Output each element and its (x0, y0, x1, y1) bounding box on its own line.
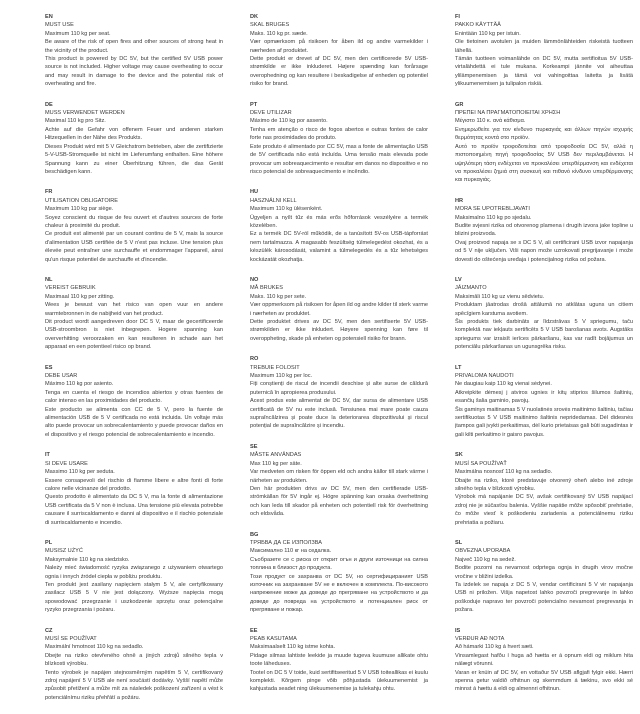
language-code: LV (455, 276, 462, 283)
section-title: PEAB KASUTAMA (250, 636, 297, 642)
language-section (45, 364, 223, 440)
section-paragraph: Tenga en cuenta el riesgo de incendios abiertos y otras fuentes de calor intenso en las proximidades del producto. (45, 389, 223, 405)
language-code: ES (45, 364, 53, 371)
section-paragraph: Αυτό το προϊόν τροφοδοτείται από τροφοδοσία DC 5V, αλλά η πιστοποιημένη πηγή τροφοδοσίας 5V USB δεν περιλαμβάνεται. Η υψηλότερη τάση ενδέχεται να προκαλέσει υπερθέρμανση και ενδέχεται να προκαλέσει ζημιά στη συσκευή και πιθανό κίνδυνο υπερθέρμανσης και πυρκαγιάς. (455, 143, 633, 184)
section-paragraph: Acest produs este alimentat de DC 5V, dar sursa de alimentare USB certificată de 5V nu este inclusă. Tensiunea mai mare poate cauza supraîncălzirea și poate duce la deteriorarea dispozitivului și riscul potențial de supraîncălzire și incendiu. (250, 398, 428, 430)
section-title: MÅSTE ANVÄNDAS (250, 452, 302, 459)
section-paragraph: Atkreipkite dėmesį į atviros ugnies ir kitų stiprios šilumos šaltinių, esančių šalia gaminio, pavojų. (455, 389, 633, 405)
section-body (45, 556, 223, 615)
section-body (455, 117, 633, 184)
section-paragraph: Var medveten om risken för öppen eld och andra källor till stark värme i närheten av produkten. (250, 469, 428, 484)
section-paragraph: Maksimalno 110 kg po sjedalu. (455, 214, 532, 221)
section-paragraph: Maximal 110 kg pro Sitz. (45, 118, 106, 125)
section-paragraph: Dieses Produkt wird mit 5 V Gleichstrom betrieben, aber die zertifizierte 5-V-USB-Stromquelle ist nicht im Lieferumfang enthalten. Eine höhere Spannung kann zu einer Überhitzung führen, die das Gerät beschädigen kann. (45, 143, 223, 175)
section-paragraph: Ovaj proizvod napaja se s DC 5 V, ali certificirani USB izvor napajanja od 5 V nije uključen. Viši napon može uzrokovati pregrijavanje i može dovesti do oštećenja uređaja i potencijalnog rizika od požara. (455, 239, 633, 263)
section-paragraph: Fiți conștienți de riscul de incendii deschise și alte surse de căldură puternică în apropierea produsului. (250, 381, 428, 396)
language-code: NL (45, 276, 53, 283)
section-paragraph: Ne daugiau kaip 110 kg vienai sėdynei. (455, 381, 552, 388)
section-body (250, 293, 428, 343)
section-body (45, 468, 223, 527)
section-paragraph: Należy mieć świadomość ryzyka związanego z używaniem otwartego ognia i innych źródeł ciepła w pobliżu produktu. (45, 565, 223, 580)
language-section (250, 276, 428, 343)
language-code: SK (455, 452, 463, 459)
language-code: FR (45, 189, 53, 196)
section-paragraph: Ole tietoinen avotulen ja muiden lämmönlähteiden riskeistä tuotteen lähellä. (455, 39, 633, 54)
language-section (250, 13, 428, 89)
section-paragraph: Maximum 110 kg per loc. (250, 373, 313, 380)
section-paragraph: This product is powered by DC 5V, but the certified 5V USB power source is not included. Higher voltage may cause overheating to occur and may result in damage to the device and the potential risk of overheating and fire. (45, 56, 223, 88)
section-body (455, 214, 633, 264)
section-paragraph: Ce produit est alimenté par un courant continu de 5 V, mais la source d'alimentation USB certifiée de 5 V n'est pas incluse. Une tension plus élevée peut entraîner une surchauffe et endommager l'appareil, ainsi qu'un risque potentiel de surchauffe et d'incendie. (45, 231, 223, 263)
section-title: MUST USE (45, 22, 74, 29)
language-section (250, 531, 428, 615)
section-paragraph: Ενημερωθείτε για τον κίνδυνο πυρκαγιάς και άλλων πηγών ισχυρής θερμότητας κοντά στο προϊόν. (455, 126, 633, 142)
language-code: SL (455, 539, 463, 546)
section-title: MÅ BRUKES (250, 285, 283, 292)
section-paragraph: Maksymalnie 110 kg na siedzisko. (45, 556, 130, 563)
section-paragraph: Produktam jāatrodas drošā attālumā no atklātas uguns un citiem spēcīgiem karstuma avotiem. (455, 302, 633, 317)
section-title: ТРЯБВА ДА СЕ ИЗПОЛЗВА (250, 539, 322, 546)
section-paragraph: Vær oppmerksom på risikoen for åpen ild og andre kilder til sterk varme i nærheten av produktet. (250, 302, 428, 317)
section-title: TREBUIE FOLOSIT (250, 364, 300, 371)
language-section (45, 451, 223, 527)
section-title: PRIVALOMA NAUDOTI (455, 373, 514, 380)
section-paragraph: Massimo 110 kg per seduta. (45, 469, 115, 476)
section-body (250, 117, 428, 176)
language-code: PT (250, 101, 258, 108)
section-paragraph: Dette produkt er drevet af DC 5V, men den certificerede 5V USB-strømkilde er ikke inkluderet. Højere spænding kan forårsage overophedning og kan resultere i beskadigelse af enheden og potentiel risiko for brand. (250, 56, 428, 88)
section-paragraph: Soyez conscient du risque de feu ouvert et d'autres sources de forte chaleur à proximité du produit. (45, 214, 223, 229)
section-body (455, 556, 633, 615)
section-paragraph: Vinsamlegast hafðu í huga að hætta er á opnum eldi og miklum hita nálægt vörunni. (455, 652, 633, 668)
section-paragraph: Den här produkten drivs av DC 5V, men den certifierade USB-strömkällan för 5V ingår ej. Högre spänning kan orsaka överhettning och kan leda till skador på enheten och potentiell risk för överhettning och eldsvåda. (250, 485, 428, 518)
section-title: MUSS VERWENDET WERDEN (45, 110, 125, 117)
section-paragraph: Ez a termék DC 5V-ról működik, de a tanúsított 5V-os USB-tápforrást nem tartalmazza. A magasabb feszültség túlmelegedést okozhat, és a készülék károsodását, valamint a túlmelegedés és a tűz lehetséges kockázatát okozhatja. (250, 231, 428, 263)
language-code: DE (45, 101, 53, 108)
section-title: VEREIST GEBRUIK (45, 285, 96, 292)
language-section (45, 539, 223, 615)
language-code: RO (250, 356, 259, 363)
section-body (455, 468, 633, 527)
section-paragraph: Este producto se alimenta con CC de 5 V, pero la fuente de alimentación USB de 5 V certificada no está incluida. Un voltaje más alto puede provocar un sobrecalentamiento y puede provocar daños en el dispositivo y el riesgo potencial de sobrecalentamiento e incendio. (45, 406, 223, 438)
language-code: DK (250, 14, 259, 20)
language-section (45, 13, 223, 89)
language-section (455, 451, 633, 527)
section-paragraph: Wees je bewust van het risico van open vuur en andere warmtebronnen in de nabijheid van het product. (45, 302, 223, 317)
section-paragraph: Enintään 110 kg per istuin. (455, 30, 521, 37)
section-paragraph: Tenha em atenção o risco de fogos abertos e outras fontes de calor forte nas proximidades do produto. (250, 126, 428, 142)
language-section (250, 188, 428, 264)
section-body (45, 380, 223, 439)
section-paragraph: Maksimāli 110 kg uz vienu sēdvietu. (455, 293, 545, 300)
section-paragraph: Budite svjesni rizika od otvorenog plamena i drugih izvora jake topline u blizini proizvoda. (455, 222, 633, 238)
section-title: DEBE USAR (45, 373, 78, 380)
section-title: MORA SE UPOTREBLJAVATI (455, 206, 530, 213)
section-paragraph: Maximaal 110 kg per zitting. (45, 293, 115, 300)
section-paragraph: Maks. 110 kg per sete. (250, 293, 307, 300)
language-section (45, 276, 223, 352)
section-body (45, 643, 223, 702)
language-section (455, 627, 633, 694)
section-paragraph: Tämän tuotteen voimanlähde on DC 5V, mutta sertifioitua 5V USB-virtalähdettä ei tule mukana. Korkeampi jännite voi aiheuttaa ylilämpenemisen ja tämä voi vahingoittaa laitetta ja lisätä ylikuumenemisen ja tulipalon riskiä. (455, 56, 633, 88)
section-paragraph: Maximální hmotnost 110 kg na sedadlo. (45, 644, 144, 651)
language-section (45, 627, 223, 703)
language-section (45, 188, 223, 264)
section-paragraph: Maximum 110 kg ülésenként. (250, 206, 323, 213)
section-title: HASZNÁLNI KELL (250, 197, 297, 204)
section-paragraph: Essere consapevoli del rischio di fiamme libere e altre fonti di forte calore nelle vicinanze del prodotto. (45, 477, 223, 492)
section-paragraph: Tootel on DC 5 V toide, kuid sertifitseeritud 5 V USB toiteallikas ei kuulu komplekti. Kõrgem pinge võib põhjustada ülekuumenemist ja kahjustada seadet ning ülekuumenemise ja tulekahju ohtu. (250, 669, 428, 693)
language-section (45, 101, 223, 177)
section-paragraph: Vær opmærksom på risikoen for åben ild og andre varmekilder i nærheden af produktet. (250, 39, 428, 54)
section-title: ΠΡΕΠΕΙ ΝΑ ΠΡΑΓΜΑΤΟΠΟΙΕΙΤΑΙ ΧΡΗΣΗ (455, 110, 561, 117)
language-code: PL (45, 539, 53, 546)
section-body (250, 547, 428, 614)
section-title: OBVEZNA UPORABA (455, 548, 511, 555)
section-paragraph: Tento výrobek je napájen stejnosměrným napětím 5 V, certifikovaný zdroj napájení 5 V USB ale není součástí dodávky. Vyšší napětí může způsobit přetížení a může mít za následek poškození zařízení a vést k potenciálnímu riziku přehřátí a požáru. (45, 669, 223, 701)
section-body (45, 205, 223, 264)
section-paragraph: Máximo de 110 kg por assento. (250, 118, 328, 125)
section-paragraph: Dette produktet drives av DC 5V, men den sertifiserte 5V USB-strømkilden er ikke inkludert. Høyere spenning kan føre til overoppheting, skade på enheten og potensiell risiko for brann. (250, 319, 428, 342)
section-paragraph: Ta izdelek se napaja z DC 5 V, vendar certificirani 5 V vir napajanja USB ni priložen. Višja napetost lahko povzroči pregrevanje in lahko poškoduje napravo ter povzroči potencialno nevarnost pregrevanja in požara. (455, 581, 633, 614)
language-section (250, 627, 428, 694)
section-title: DEVE UTILIZAR (250, 110, 292, 117)
section-paragraph: Največ 110 kg na sedež. (455, 556, 516, 563)
section-paragraph: Този продукт се захранва от DC 5V, но сертифицираният USB източник на захранване 5V не е включен в комплекта. По-високото напрежение може да доведе до прегряване на устройството и да доведе до повреда на устройството и потенциален риск от прегряване и пожар. (250, 573, 428, 614)
section-paragraph: Dit product wordt aangedreven door DC 5 V, maar de gecertificeerde USB-stroombron is niet inbegrepen. Hogere spanning kan oververhitting veroorzaken en kan resulteren in schade aan het apparaat en een potentieel risico op brand. (45, 319, 223, 351)
language-code: SE (250, 443, 258, 450)
section-paragraph: Šis produkts tiek darbināts ar līdzstrāvas 5 V spriegumu, taču komplektā nav iekļauts sertificēts 5 V USB barošanas avots. Augstāks spriegums var izraisīt ierīces pārkaršanu, kas var radīt bojājumus un potenciālu pārkaršanas un ugunsgrēka risku. (455, 319, 633, 351)
section-paragraph: Dbajte na riziko, ktoré predstavuje otvorený oheň alebo iné zdroje silného tepla v blízkosti výrobku. (455, 477, 633, 492)
language-code: GR (455, 101, 464, 108)
section-paragraph: Výrobok má napájanie DC 5V, avšak certifikovaný 5V USB napájací zdroj nie je súčasťou balenia. Vyššie napätie môže spôsobiť prehriatie, čo môže viesť k poškodeniu zariadenia a potenciálnemu riziku prehriatia a požiaru. (455, 494, 633, 526)
language-section (250, 443, 428, 519)
section-title: VERÐUR AÐ NOTA (455, 636, 505, 642)
section-body (250, 205, 428, 264)
section-title: MUSISZ UŻYĆ (45, 548, 83, 555)
section-body (250, 372, 428, 431)
language-columns (45, 13, 634, 714)
section-body (455, 643, 633, 693)
column-3 (455, 13, 633, 714)
language-code: HR (455, 197, 464, 204)
section-paragraph: Μέγιστο 110 κ. ανά κάθισμα. (455, 118, 526, 125)
section-paragraph: Съобразете се с риска от открит огън и други източници на силна топлина в близост до продукта. (250, 556, 428, 572)
column-1 (45, 13, 223, 714)
language-section (250, 355, 428, 431)
language-section (455, 197, 633, 264)
section-paragraph: Ügyeljen a nyílt tűz és más erős hőforrások veszélyére a termék közelében. (250, 214, 428, 229)
language-code: FI (455, 14, 460, 20)
language-code: EN (45, 14, 53, 20)
section-body (250, 643, 428, 693)
section-paragraph: Šis gaminys maitinamas 5 V nuolatinės srovės maitinimo šaltiniu, tačiau sertifikuotas 5 V USB maitinimo šaltinis nepridedamas. Dėl didesnės įtampos gali įvykti perkaitimas, dėl kurio prietaisas gali būti sugadintas ir gali kilti perkaitimo ir gaisro pavojus. (455, 406, 633, 438)
section-body (250, 30, 428, 89)
section-paragraph: Ten produkt jest zasilany napięciem stałym 5 V, ale certyfikowany zasilacz USB 5 V nie jest dołączony. Wyższe napięcia mogą spowodować przegrzanie i uszkodzenie sprzętu oraz potencjalne ryzyko przegrzania i pożaru. (45, 581, 223, 614)
language-code: IT (45, 452, 50, 459)
section-paragraph: Maximálna nosnosť 110 kg na sedadlo. (455, 469, 553, 476)
section-paragraph: Maksimaalselt 110 kg istme kohta. (250, 644, 336, 651)
section-body (455, 30, 633, 89)
section-paragraph: Maximum 110 kg per seat. (45, 30, 111, 37)
language-code: CZ (45, 627, 53, 634)
section-paragraph: Varan er knúin af DC 5V, en vottaður 5V USB aflgjafi fylgir ekki. Hærri spenna getur valdið ofhitnun og skemmdum á tækinu, svo ekki sé minnst á hættu á eldi og almennri ofhitnun. (455, 669, 633, 693)
language-section (250, 101, 428, 177)
section-title: JĀIZMANTO (455, 285, 487, 292)
section-title: SKAL BRUGES (250, 22, 290, 29)
section-paragraph: Pidage silmas lahtiste leekide ja muude tugeva kuumuse allikate ohtu toote läheduses. (250, 652, 428, 668)
section-paragraph: Bodite pozorni na nevarnost odprtega ognja in drugih virov močne vročine v bližini izdelka. (455, 565, 633, 580)
section-paragraph: Questo prodotto è alimentato da DC 5 V, ma la fonte di alimentazione USB certificata da 5 V non è inclusa. Una tensione più elevata potrebbe causare il surriscaldamento e danni al dispositivo e il rischio potenziale di surriscaldamento e incendio. (45, 494, 223, 526)
section-paragraph: Максимално 110 кг на седалка. (250, 548, 332, 555)
section-paragraph: Máximo 110 kg por asiento. (45, 381, 114, 388)
language-code: IS (455, 627, 461, 634)
section-body (250, 460, 428, 519)
section-paragraph: Be aware of the risk of open fires and other sources of strong heat in the vicinity of the product. (45, 39, 223, 54)
language-code: EE (250, 627, 258, 634)
section-paragraph: Achte auf die Gefahr von offenem Feuer und anderen starken Hitzequellen in der Nähe des Produkts. (45, 126, 223, 142)
section-paragraph: Maximum 110 kg par siège. (45, 206, 114, 213)
section-title: MUSÍ SE POUŽÍVAT (45, 636, 97, 642)
section-paragraph: Að hámarki 110 kg á hvert sæti. (455, 644, 534, 651)
section-title: PAKKO KÄYTTÄÄ (455, 22, 501, 29)
section-title: SI DEVE USARE (45, 460, 88, 467)
language-section (455, 101, 633, 185)
language-code: NO (250, 276, 259, 283)
section-paragraph: Dbejte na riziko otevřeného ohně a jiných zdrojů silného tepla v blízkosti výrobku. (45, 652, 223, 668)
column-2 (250, 13, 428, 714)
section-title: UTILISATION OBLIGATOIRE (45, 197, 119, 204)
section-body (45, 30, 223, 89)
section-body (45, 117, 223, 176)
language-code: BG (250, 531, 259, 538)
language-section (455, 13, 633, 89)
section-paragraph: Max 110 kg per säte. (250, 460, 302, 467)
language-section (455, 276, 633, 352)
language-code: LT (455, 364, 462, 371)
section-paragraph: Maks. 110 kg pr. sæde. (250, 30, 308, 37)
section-title: MUSÍ SA POUŽÍVAŤ (455, 460, 507, 467)
section-body (455, 293, 633, 352)
section-paragraph: Este produto é alimentado por CC 5V, mas a fonte de alimentação USB de 5V certificada não está incluída. Uma tensão mais elevada pode provocar um sobreaquecimento e resultar em danos no dispositivo e no risco potencial de sobreaquecimento e incêndio. (250, 143, 428, 175)
section-body (45, 293, 223, 352)
language-section (455, 539, 633, 615)
language-section (455, 364, 633, 440)
language-code: HU (250, 189, 259, 196)
section-body (455, 380, 633, 439)
